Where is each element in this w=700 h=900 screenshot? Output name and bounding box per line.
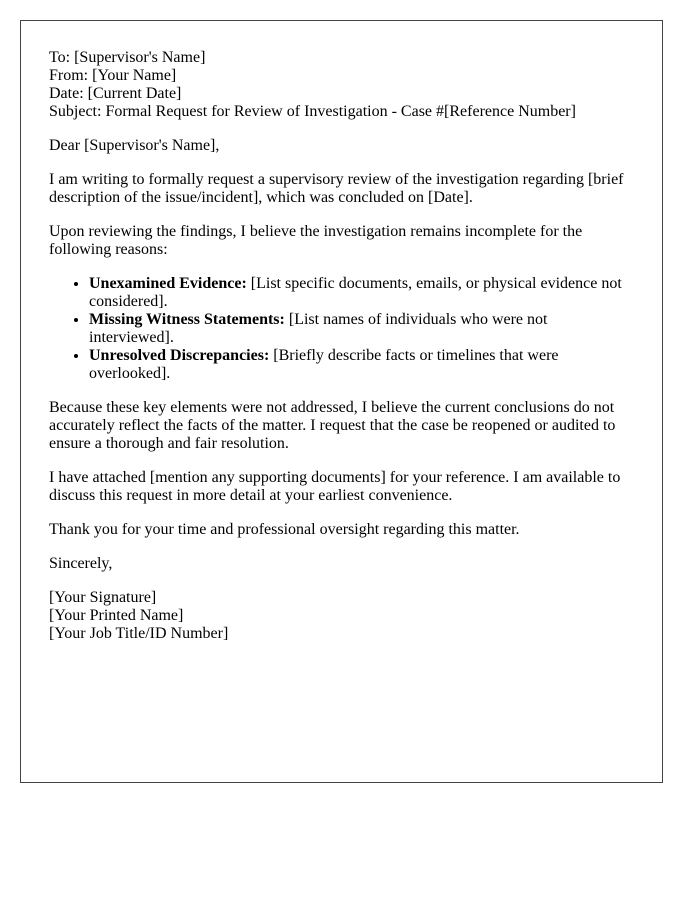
printed-name-line: [Your Printed Name] <box>49 607 184 624</box>
from-line: From: [Your Name] <box>49 67 177 84</box>
conclusion-paragraph: Because these key elements were not addressed, I believe the current conclusions do not accurately reflect the facts of the matter. I request that the case be reopened or audited to ensure a thorough and fair resolution. <box>49 399 616 452</box>
letter-header <box>49 49 634 121</box>
to-line: To: [Supervisor's Name] <box>49 49 206 66</box>
subject-line: Subject: Formal Request for Review of Investigation - Case #[Reference Number] <box>49 103 576 120</box>
signature-line: [Your Signature] <box>49 589 157 606</box>
intro-paragraph: I am writing to formally request a supervisory review of the investigation regarding [brief description of the issue/incident], which was concluded on [Date]. <box>49 171 624 206</box>
thanks-paragraph: Thank you for your time and professional oversight regarding this matter. <box>49 521 520 538</box>
date-line: Date: [Current Date] <box>49 85 182 102</box>
reason-item <box>89 311 634 347</box>
attachments-paragraph: I have attached [mention any supporting documents] for your reference. I am available to discuss this request in more detail at your earliest convenience. <box>49 469 621 504</box>
reason-title: Unresolved Discrepancies: <box>89 347 270 364</box>
signature-block <box>49 589 634 643</box>
title-id-line: [Your Job Title/ID Number] <box>49 625 229 642</box>
salutation: Dear [Supervisor's Name], <box>49 137 220 154</box>
reason-item <box>89 347 634 383</box>
reasons-intro-paragraph: Upon reviewing the findings, I believe the investigation remains incomplete for the following reasons: <box>49 223 583 258</box>
reason-title: Unexamined Evidence: <box>89 275 247 292</box>
letter-page <box>20 20 663 783</box>
reason-item <box>89 275 634 311</box>
reason-text: [List names of individuals who were not interviewed]. <box>89 311 548 346</box>
reasons-list <box>49 275 634 383</box>
reason-text: [Briefly describe facts or timelines that were overlooked]. <box>89 347 559 382</box>
reason-title: Missing Witness Statements: <box>89 311 285 328</box>
reason-text: [List specific documents, emails, or physical evidence not considered]. <box>89 275 622 310</box>
signoff: Sincerely, <box>49 555 113 572</box>
